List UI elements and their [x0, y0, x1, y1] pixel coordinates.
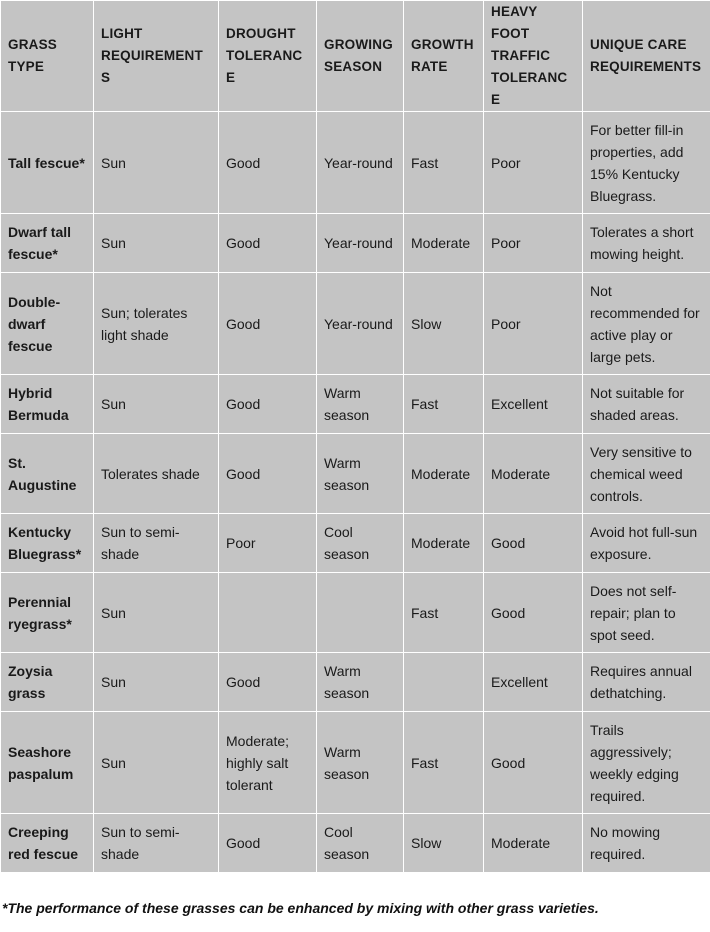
grass-type-cell: Double-dwarf fescue	[1, 273, 94, 375]
traffic-cell: Excellent	[484, 375, 583, 434]
drought-cell: Good	[219, 214, 317, 273]
season-cell	[317, 573, 404, 653]
season-cell: Warm season	[317, 434, 404, 514]
care-cell: For better fill-in properties, add 15% Kentucky Bluegrass.	[583, 112, 710, 214]
drought-cell: Poor	[219, 514, 317, 573]
traffic-cell: Good	[484, 514, 583, 573]
header-unique-care: UNIQUE CARE REQUIREMENTS	[583, 1, 710, 112]
header-growing-season: GROWING SEASON	[317, 1, 404, 112]
growth-cell: Moderate	[404, 214, 484, 273]
growth-cell: Fast	[404, 712, 484, 814]
table-row	[1, 112, 710, 214]
table-body	[1, 112, 710, 873]
care-cell: Trails aggressively; weekly edging required.	[583, 712, 710, 814]
grass-type-cell: Tall fescue*	[1, 112, 94, 214]
header-foot-traffic-tolerance: HEAVY FOOT TRAFFIC TOLERANCE	[484, 1, 583, 112]
light-cell: Sun; tolerates light shade	[94, 273, 219, 375]
light-cell: Sun	[94, 375, 219, 434]
traffic-cell: Moderate	[484, 814, 583, 873]
care-cell: Tolerates a short mowing height.	[583, 214, 710, 273]
grass-type-cell: Creeping red fescue	[1, 814, 94, 873]
care-cell: Does not self-repair; plan to spot seed.	[583, 573, 710, 653]
season-cell: Year-round	[317, 273, 404, 375]
traffic-cell: Poor	[484, 214, 583, 273]
season-cell: Cool season	[317, 814, 404, 873]
drought-cell: Good	[219, 434, 317, 514]
care-cell: Requires annual dethatching.	[583, 653, 710, 712]
table-row	[1, 814, 710, 873]
drought-cell: Good	[219, 273, 317, 375]
header-grass-type: GRASS TYPE	[1, 1, 94, 112]
light-cell: Sun	[94, 112, 219, 214]
table-header	[1, 1, 710, 112]
footnote: *The performance of these grasses can be enhanced by mixing with other grass varieties.	[2, 900, 599, 916]
season-cell: Warm season	[317, 653, 404, 712]
header-growth-rate: GROWTH RATE	[404, 1, 484, 112]
light-cell: Sun to semi-shade	[94, 514, 219, 573]
season-cell: Warm season	[317, 712, 404, 814]
traffic-cell: Poor	[484, 112, 583, 214]
grass-type-cell: Perennial ryegrass*	[1, 573, 94, 653]
drought-cell: Moderate; highly salt tolerant	[219, 712, 317, 814]
light-cell: Sun	[94, 573, 219, 653]
table-row	[1, 214, 710, 273]
care-cell: Avoid hot full-sun exposure.	[583, 514, 710, 573]
table-row	[1, 653, 710, 712]
care-cell: Not recommended for active play or large pets.	[583, 273, 710, 375]
care-cell: Not suitable for shaded areas.	[583, 375, 710, 434]
grass-type-cell: St. Augustine	[1, 434, 94, 514]
traffic-cell: Poor	[484, 273, 583, 375]
growth-cell: Slow	[404, 273, 484, 375]
growth-cell: Slow	[404, 814, 484, 873]
grass-type-cell: Seashore paspalum	[1, 712, 94, 814]
grass-type-cell: Dwarf tall fescue*	[1, 214, 94, 273]
light-cell: Tolerates shade	[94, 434, 219, 514]
season-cell: Year-round	[317, 214, 404, 273]
growth-cell: Fast	[404, 573, 484, 653]
season-cell: Warm season	[317, 375, 404, 434]
traffic-cell: Excellent	[484, 653, 583, 712]
traffic-cell: Good	[484, 573, 583, 653]
season-cell: Year-round	[317, 112, 404, 214]
growth-cell	[404, 653, 484, 712]
header-row	[1, 1, 710, 112]
table-row	[1, 434, 710, 514]
care-cell: No mowing required.	[583, 814, 710, 873]
traffic-cell: Good	[484, 712, 583, 814]
table-row	[1, 712, 710, 814]
grass-type-cell: Hybrid Bermuda	[1, 375, 94, 434]
growth-cell: Fast	[404, 112, 484, 214]
care-cell: Very sensitive to chemical weed controls.	[583, 434, 710, 514]
header-drought-tolerance: DROUGHT TOLERANCE	[219, 1, 317, 112]
light-cell: Sun	[94, 712, 219, 814]
drought-cell	[219, 573, 317, 653]
growth-cell: Moderate	[404, 514, 484, 573]
table-row	[1, 375, 710, 434]
grass-type-cell: Kentucky Bluegrass*	[1, 514, 94, 573]
drought-cell: Good	[219, 375, 317, 434]
traffic-cell: Moderate	[484, 434, 583, 514]
table-row	[1, 273, 710, 375]
drought-cell: Good	[219, 112, 317, 214]
light-cell: Sun	[94, 653, 219, 712]
table-row	[1, 514, 710, 573]
growth-cell: Moderate	[404, 434, 484, 514]
table-row	[1, 573, 710, 653]
drought-cell: Good	[219, 653, 317, 712]
grass-type-cell: Zoysia grass	[1, 653, 94, 712]
season-cell: Cool season	[317, 514, 404, 573]
light-cell: Sun to semi-shade	[94, 814, 219, 873]
light-cell: Sun	[94, 214, 219, 273]
drought-cell: Good	[219, 814, 317, 873]
header-light-requirements: LIGHT REQUIREMENTS	[94, 1, 219, 112]
growth-cell: Fast	[404, 375, 484, 434]
